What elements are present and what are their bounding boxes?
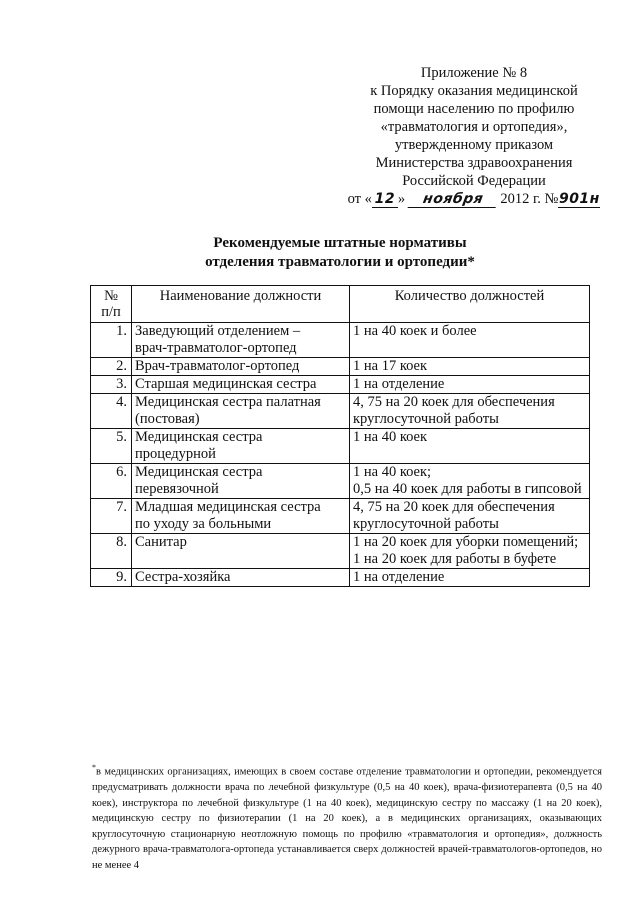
footnote-text: в медицинских организациях, имеющих в своем составе отделение травматологии и ортопедии, рекомендуется предусматривать должности врача по лечебной физкультуре (0,5 на 40 коек), врача-физиотерапевта (0,5 на 40 коек), инструктора по лечебной физкультуре (1 на 40 коек), медицинскую сестру по массажу (1 на 20 коек), медицинскую сестру по физиотерапии (1 на 20 коек), а в медицинских организациях, оказывающих круглосуточную стационарную неотложную помощь по профилю «травматология и ортопедия», должность дежурного врача-травматолога-ортопеда устанавливается сверх должностей врачей-травматологов-ортопедов, но не менее 4 (92, 766, 602, 871)
header-position-name: Наименование должности (132, 286, 350, 323)
position-name-line: перевязочной (135, 481, 219, 497)
position-count (350, 429, 590, 464)
position-name-line: Врач-травматолог-ортопед (135, 358, 300, 374)
table-row (91, 323, 590, 358)
table-row (91, 376, 590, 394)
header-number (91, 286, 132, 323)
position-name-line: (постовая) (135, 411, 200, 427)
table-row (91, 358, 590, 376)
date-prefix: от « (347, 191, 372, 207)
position-name-line: Медицинская сестра (135, 464, 263, 480)
position-count-line: 1 на отделение (353, 376, 445, 392)
row-number: 7. (91, 499, 132, 534)
position-count-line: 4, 75 на 20 коек для обеспечения (353, 394, 555, 410)
handwritten-order-number: 901н (558, 191, 600, 207)
position-name-line: Медицинская сестра (135, 429, 263, 445)
appendix-line: к Порядку оказания медицинской (370, 83, 578, 99)
position-count-line: 4, 75 на 20 коек для обеспечения (353, 499, 555, 515)
row-number: 2. (91, 358, 132, 376)
position-count-line: 1 на отделение (353, 569, 445, 585)
handwritten-day: 12 (372, 192, 398, 208)
position-name-line: врач-травматолог-ортопед (135, 340, 297, 356)
position-name (132, 499, 350, 534)
date-close: » (397, 191, 406, 207)
order-date-line (338, 190, 610, 208)
appendix-line: Приложение № 8 (420, 65, 528, 81)
position-name-line: Заведующий отделением – (135, 323, 301, 339)
table-header-row (91, 286, 590, 323)
position-count-line: 1 на 17 коек (353, 358, 428, 374)
table-row (91, 464, 590, 499)
document-title (160, 234, 520, 272)
table-row (91, 569, 590, 587)
position-count (350, 499, 590, 534)
title-line-1: Рекомендуемые штатные нормативы (213, 235, 467, 251)
table-row (91, 499, 590, 534)
staffing-table (90, 285, 590, 587)
header-position-count: Количество должностей (350, 286, 590, 323)
position-count (350, 376, 590, 394)
header-number-line-2: п/п (101, 304, 121, 320)
position-count-line: 1 на 20 коек для уборки помещений; (353, 534, 579, 550)
appendix-line: Российской Федерации (402, 173, 546, 189)
row-number: 9. (91, 569, 132, 587)
position-count-line: 1 на 40 коек и более (353, 323, 477, 339)
row-number: 4. (91, 394, 132, 429)
title-line-2: отделения травматологии и ортопедии* (205, 254, 475, 270)
appendix-line: помощи населению по профилю (373, 101, 575, 117)
position-name-line: Санитар (135, 534, 187, 550)
row-number: 8. (91, 534, 132, 569)
position-count-line: круглосуточной работы (353, 411, 499, 427)
footnote-mark: * (92, 763, 96, 772)
position-name (132, 569, 350, 587)
row-number: 3. (91, 376, 132, 394)
position-count-line: 0,5 на 40 коек для работы в гипсовой (353, 481, 582, 497)
position-name-line: Младшая медицинская сестра (135, 499, 321, 515)
appendix-line: «травматология и ортопедия», (380, 119, 568, 135)
position-name (132, 358, 350, 376)
row-number: 5. (91, 429, 132, 464)
table-row (91, 429, 590, 464)
appendix-line: утвержденному приказом (394, 137, 554, 153)
position-count (350, 464, 590, 499)
position-name (132, 464, 350, 499)
position-name (132, 429, 350, 464)
position-count (350, 569, 590, 587)
row-number: 6. (91, 464, 132, 499)
table-row (91, 534, 590, 569)
header-number-line-1: № (104, 288, 118, 304)
position-count (350, 358, 590, 376)
position-name (132, 376, 350, 394)
position-name (132, 534, 350, 569)
appendix-block (338, 64, 610, 208)
position-name (132, 394, 350, 429)
handwritten-month: ноября (407, 192, 498, 208)
appendix-line: Министерства здравоохранения (375, 155, 573, 171)
position-name (132, 323, 350, 358)
row-number: 1. (91, 323, 132, 358)
order-year: 2012 г. № (500, 191, 559, 207)
position-name-line: Сестра-хозяйка (135, 569, 231, 585)
position-name-line: Старшая медицинская сестра (135, 376, 317, 392)
position-count-line: 1 на 40 коек (353, 429, 428, 445)
position-count (350, 394, 590, 429)
position-name-line: по уходу за больными (135, 516, 272, 532)
position-name-line: Медицинская сестра палатная (135, 394, 321, 410)
position-count-line: 1 на 20 коек для работы в буфете (353, 551, 557, 567)
table-row (91, 394, 590, 429)
position-count (350, 534, 590, 569)
position-count (350, 323, 590, 358)
position-name-line: процедурной (135, 446, 216, 462)
position-count-line: 1 на 40 коек; (353, 464, 432, 480)
footnote (92, 760, 602, 873)
position-count-line: круглосуточной работы (353, 516, 499, 532)
